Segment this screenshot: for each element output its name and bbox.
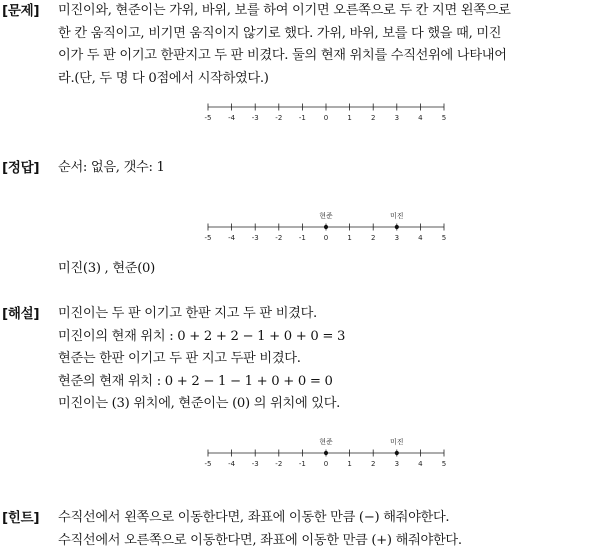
tick-label: 2 bbox=[371, 114, 375, 122]
tick-label: 4 bbox=[418, 114, 423, 122]
tick-label: -3 bbox=[252, 114, 259, 122]
problem-body bbox=[58, 0, 586, 90]
tick-label: 0 bbox=[324, 114, 328, 122]
tick-label: 5 bbox=[442, 114, 446, 122]
hint-tag: [힌트] bbox=[2, 507, 39, 529]
hint-body bbox=[58, 507, 586, 552]
tick-label: 1 bbox=[347, 460, 351, 468]
explanation-line: 미진이는 두 판 이기고 한판 지고 두 판 비겼다. bbox=[58, 303, 586, 326]
tick-label: -5 bbox=[205, 114, 212, 122]
tick-label: -2 bbox=[275, 234, 282, 242]
explanation-line: 현준는 한판 이기고 두 판 지고 두판 비겼다. bbox=[58, 348, 586, 371]
number-line-problem bbox=[196, 96, 456, 124]
problem-line: 라.(단, 두 명 다 0점에서 시작하였다.) bbox=[58, 68, 586, 91]
explanation-line: 미진이는 (3) 위치에, 현준이는 (0) 의 위치에 있다. bbox=[58, 393, 586, 416]
hint-line: 수직선에서 오른쪽으로 이동한다면, 좌표에 이동한 만큼 (+) 해줘야한다. bbox=[58, 530, 586, 552]
point-label: 미진 bbox=[390, 211, 404, 220]
point-marker bbox=[395, 225, 399, 229]
tick-label: -5 bbox=[205, 460, 212, 468]
number-line-explanation bbox=[196, 430, 456, 470]
tick-label: -4 bbox=[228, 234, 236, 242]
tick-label: -1 bbox=[299, 234, 306, 242]
tick-label: 3 bbox=[395, 234, 399, 242]
tick-label: 5 bbox=[442, 460, 446, 468]
tick-label: -1 bbox=[299, 460, 306, 468]
problem-line: 미진이와, 현준이는 가위, 바위, 보를 하여 이기면 오른쪽으로 두 칸 지면 왼쪽으로 bbox=[58, 0, 586, 23]
point-marker bbox=[395, 451, 399, 455]
answer-tag: [정답] bbox=[2, 157, 39, 179]
problem-line: 한 칸 움직이고, 비기면 움직이지 않기로 했다. 가위, 바위, 보를 다 했을 때, 미진 bbox=[58, 23, 586, 46]
point-label: 현준 bbox=[319, 437, 333, 446]
tick-label: -3 bbox=[252, 460, 259, 468]
explanation-line: 현준의 현재 위치 : 0 + 2 − 1 − 1 + 0 + 0 = 0 bbox=[58, 371, 586, 394]
tick-label: 3 bbox=[395, 114, 399, 122]
tick-label: 3 bbox=[395, 460, 399, 468]
point-marker bbox=[324, 451, 328, 455]
tick-label: -4 bbox=[228, 460, 236, 468]
point-marker bbox=[324, 225, 328, 229]
answer-result-body bbox=[58, 258, 586, 281]
tick-label: -4 bbox=[228, 114, 236, 122]
explanation-body bbox=[58, 303, 586, 416]
explanation-line: 미진이의 현재 위치 : 0 + 2 + 2 − 1 + 0 + 0 = 3 bbox=[58, 326, 586, 349]
tick-label: 1 bbox=[347, 234, 351, 242]
problem-tag: [문제] bbox=[2, 0, 39, 22]
answer-line: 순서: 없음, 갯수: 1 bbox=[58, 157, 586, 180]
point-label: 미진 bbox=[390, 437, 404, 446]
answer-body bbox=[58, 157, 586, 180]
tick-label: 4 bbox=[418, 234, 423, 242]
point-label: 현준 bbox=[319, 211, 333, 220]
tick-label: 1 bbox=[347, 114, 351, 122]
explanation-tag: [해설] bbox=[2, 303, 39, 325]
answer-result: 미진(3) , 현준(0) bbox=[58, 258, 586, 281]
tick-label: -2 bbox=[275, 114, 282, 122]
tick-label: -1 bbox=[299, 114, 306, 122]
tick-label: 0 bbox=[324, 460, 328, 468]
tick-label: 5 bbox=[442, 234, 446, 242]
tick-label: -2 bbox=[275, 460, 282, 468]
tick-label: 2 bbox=[371, 234, 375, 242]
tick-label: -5 bbox=[205, 234, 212, 242]
problem-line: 이가 두 판 이기고 한판지고 두 판 비겼다. 둘의 현재 위치를 수직선위에 나타내어 bbox=[58, 45, 586, 68]
number-line-answer bbox=[196, 204, 456, 244]
tick-label: 2 bbox=[371, 460, 375, 468]
tick-label: 4 bbox=[418, 460, 423, 468]
tick-label: -3 bbox=[252, 234, 259, 242]
hint-line: 수직선에서 왼쪽으로 이동한다면, 좌표에 이동한 만큼 (−) 해줘야한다. bbox=[58, 507, 586, 530]
tick-label: 0 bbox=[324, 234, 328, 242]
